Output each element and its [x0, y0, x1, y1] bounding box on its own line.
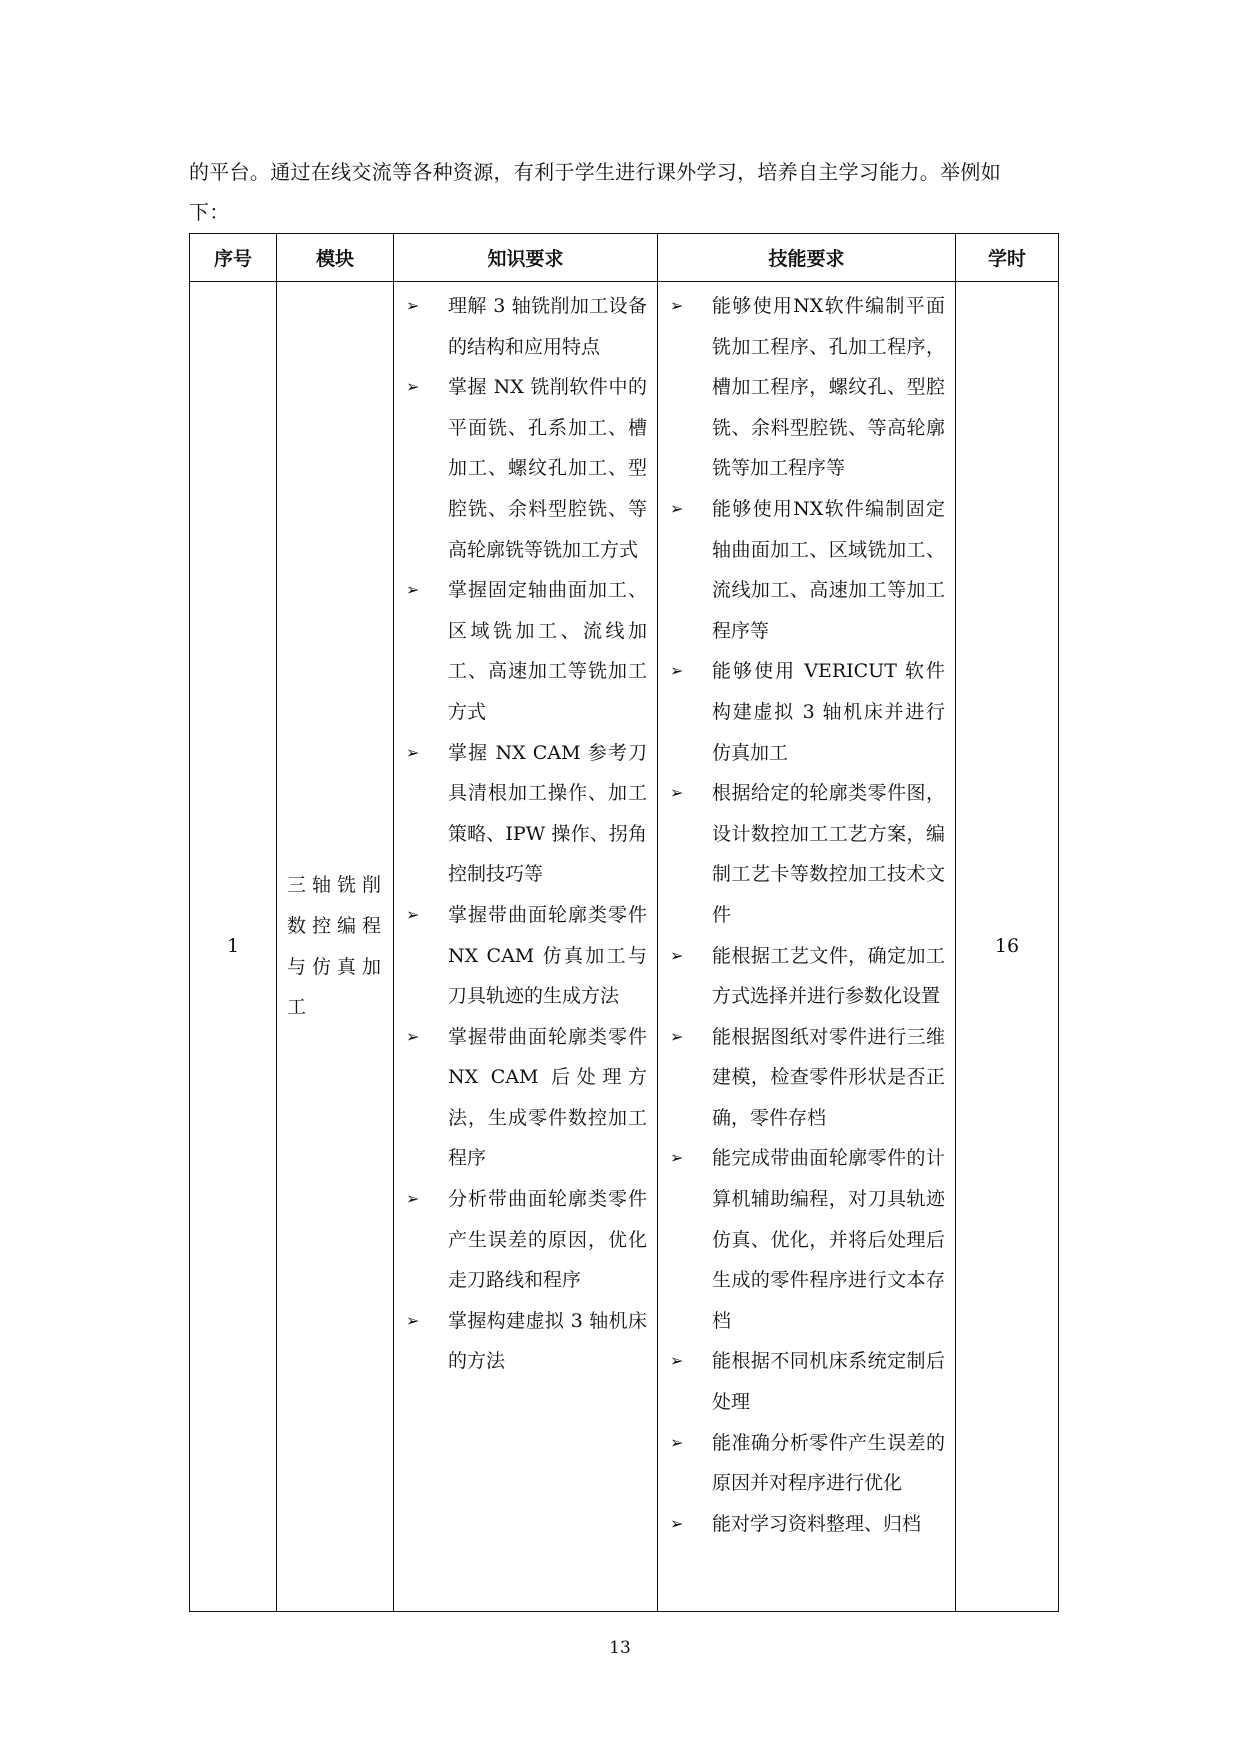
bullet-arrow-icon: ➢ [406, 296, 420, 315]
row-module [277, 282, 394, 1612]
list-item: ➢ 掌握构建虚拟 3 轴机床的方法 [394, 1301, 657, 1382]
bullet-arrow-icon: ➢ [670, 945, 684, 965]
bullet-arrow-icon: ➢ [406, 1310, 420, 1330]
bullet-arrow-icon: ➢ [670, 1351, 684, 1371]
bullet-arrow-icon: ➢ [406, 904, 420, 924]
knowledge-list [394, 286, 657, 1382]
course-module-table [189, 233, 1059, 1612]
table-header-row [190, 234, 1059, 282]
bullet-arrow-icon: ➢ [670, 1026, 684, 1046]
list-item: ➢ 根据给定的轮廓类零件图，设计数控加工工艺方案，编制工艺卡等数控加工技术文件 [658, 773, 955, 935]
bullet-arrow-icon: ➢ [670, 1513, 684, 1533]
page-number: 13 [609, 1638, 631, 1658]
header-index: 序号 [190, 234, 277, 282]
module-line: 工 [287, 996, 309, 1019]
bullet-arrow-icon: ➢ [406, 1026, 420, 1046]
list-item: ➢ 能准确分析零件产生误差的原因并对程序进行优化 [658, 1423, 955, 1504]
row-index: 1 [190, 282, 277, 1612]
module-line: 数控编程 [287, 914, 383, 937]
header-knowledge: 知识要求 [394, 234, 658, 282]
header-skills: 技能要求 [658, 234, 956, 282]
list-item: ➢ 能根据工艺文件，确定加工方式选择并进行参数化设置 [658, 936, 955, 1017]
bullet-arrow-icon: ➢ [670, 1432, 684, 1452]
list-item: ➢ 能够使用 VERICUT 软件构建虚拟 3 轴机床并进行仿真加工 [658, 651, 955, 773]
bullet-arrow-icon: ➢ [406, 742, 420, 762]
bullet-arrow-icon: ➢ [406, 580, 420, 600]
row-knowledge [394, 282, 658, 1612]
intro-line-1: 的平台。通过在线交流等各种资源，有利于学生进行课外学习，培养自主学习能力。举例如 [189, 160, 1001, 184]
list-item: ➢ 掌握固定轴曲面加工、区域铣加工、流线加工、高速加工等铣加工方式 [394, 570, 657, 732]
list-item: ➢ 能根据图纸对零件进行三维建模，检查零件形状是否正确，零件存档 [658, 1017, 955, 1139]
list-item: ➢ 掌握带曲面轮廓类零件 NX CAM 后处理方法，生成零件数控加工程序 [394, 1017, 657, 1179]
bullet-arrow-icon: ➢ [406, 377, 420, 397]
intro-paragraph [189, 152, 1059, 232]
list-item: ➢ 掌握带曲面轮廓类零件 NX CAM 仿真加工与刀具轨迹的生成方法 [394, 895, 657, 1017]
list-item: ➢ 能够使用NX软件编制平面铣加工程序、孔加工程序，槽加工程序，螺纹孔、型腔铣、余料型腔铣、等高轮廓铣等加工程序等 [658, 286, 955, 489]
row-hours: 16 [956, 282, 1059, 1612]
header-module: 模块 [277, 234, 394, 282]
bullet-arrow-icon: ➢ [670, 296, 684, 315]
row-skills [658, 282, 956, 1612]
list-item: ➢ 掌握 NX CAM 参考刀具清根加工操作、加工策略、IPW 操作、拐角控制技巧等 [394, 733, 657, 895]
list-item: ➢ 分析带曲面轮廓类零件产生误差的原因，优化走刀路线和程序 [394, 1179, 657, 1301]
module-line: 与仿真加 [287, 955, 383, 978]
list-item: ➢ 能完成带曲面轮廓零件的计算机辅助编程，对刀具轨迹仿真、优化，并将后处理后生成的零件程序进行文本存档 [658, 1138, 955, 1341]
list-item: ➢ 理解 3 轴铣削加工设备的结构和应用特点 [394, 286, 657, 367]
table-row [190, 282, 1059, 1612]
intro-line-2: 下： [189, 200, 230, 224]
bullet-arrow-icon: ➢ [670, 1148, 684, 1168]
list-item: ➢ 能够使用NX软件编制固定轴曲面加工、区域铣加工、流线加工、高速加工等加工程序等 [658, 489, 955, 651]
skills-list [658, 286, 955, 1544]
module-line: 三轴铣削 [287, 874, 383, 897]
list-item: ➢ 能对学习资料整理、归档 [658, 1504, 955, 1545]
bullet-arrow-icon: ➢ [670, 783, 684, 803]
list-item: ➢ 掌握 NX 铣削软件中的平面铣、孔系加工、槽加工、螺纹孔加工、型腔铣、余料型腔铣、等高轮廓铣等铣加工方式 [394, 367, 657, 570]
bullet-arrow-icon: ➢ [670, 661, 684, 681]
bullet-arrow-icon: ➢ [406, 1189, 420, 1209]
list-item: ➢ 能根据不同机床系统定制后处理 [658, 1341, 955, 1422]
header-hours: 学时 [956, 234, 1059, 282]
bullet-arrow-icon: ➢ [670, 498, 684, 518]
